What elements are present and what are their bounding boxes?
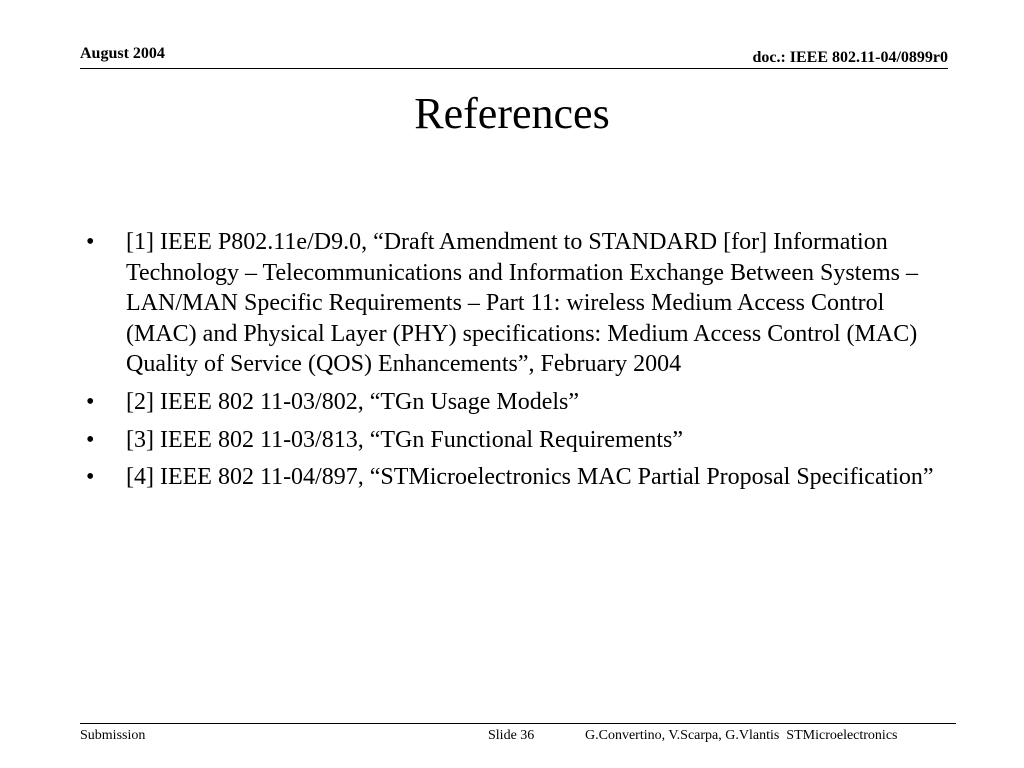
reference-text-4: [4] IEEE 802 11-04/897, “STMicroelectronics MAC Partial Proposal Specification” (126, 464, 934, 491)
reference-item-2 (84, 387, 944, 418)
reference-item-4 (84, 462, 944, 493)
footer-authors: G.Convertino, V.Scarpa, G.Vlantis STMicroelectronics (585, 728, 898, 743)
bullet-icon: • (86, 388, 95, 415)
bullet-icon: • (86, 426, 95, 453)
reference-text-2: [2] IEEE 802 11-03/802, “TGn Usage Models” (126, 388, 579, 415)
header-doc-id: doc.: IEEE 802.11-04/0899r0 (752, 49, 948, 66)
footer-slide-number: Slide 36 (488, 728, 535, 743)
bullet-icon: • (86, 464, 95, 491)
reference-item-3 (84, 425, 944, 456)
reference-item-1 (84, 227, 944, 380)
slide-title: References (414, 89, 610, 138)
reference-text-3: [3] IEEE 802 11-03/813, “TGn Functional Requirements” (126, 426, 683, 453)
header-date: August 2004 (80, 45, 165, 62)
footer-divider (80, 723, 956, 724)
reference-text-1: [1] IEEE P802.11e/D9.0, “Draft Amendment to STANDARD [for] Information Technology – Telecommunications and Information Exchange Between Systems – LAN/MAN Specific Requirements – Part 11: wireless Medium Access Control (MAC) and Physical Layer (PHY) specifications: Medium Access Control (MAC) Quality of Service (QOS) Enhancements”, February 2004 (126, 229, 918, 378)
references-list (84, 227, 944, 500)
bullet-icon: • (86, 229, 95, 255)
header-divider (80, 68, 948, 69)
footer-submission: Submission (80, 728, 146, 743)
